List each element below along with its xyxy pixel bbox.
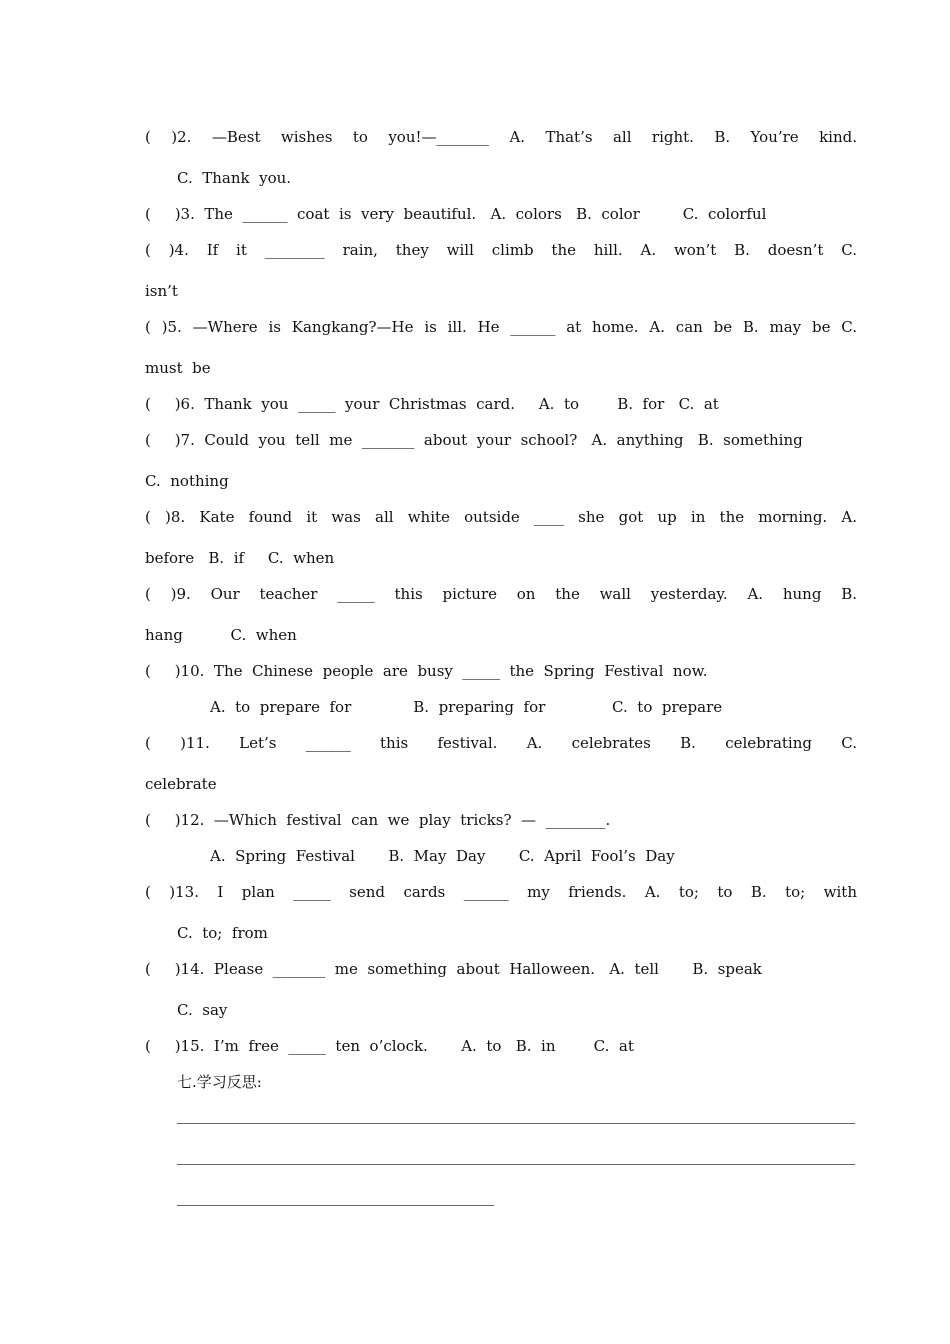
question-14-cont: C. say — [177, 1001, 228, 1019]
question-2: ( )2. —Best wishes to you!—_______ A. That’s all right. B. You’re kind. — [145, 128, 857, 146]
question-9-cont: hang C. when — [145, 626, 297, 644]
question-8: ( )8. Kate found it was all white outside ____ she got up in the morning. A. — [145, 508, 857, 526]
answer-line — [177, 1164, 855, 1165]
answer-line — [177, 1123, 855, 1124]
question-4-cont: isn’t — [145, 282, 178, 300]
question-4: ( )4. If it ________ rain, they will climb the hill. A. won’t B. doesn’t C. — [145, 241, 857, 259]
question-11: ( )11. Let’s ______ this festival. A. celebrates B. celebrating C. — [145, 734, 857, 752]
question-12-options: A. Spring Festival B. May Day C. April Fool’s Day — [210, 847, 675, 865]
question-14: ( )14. Please _______ me something about Halloween. A. tell B. speak — [145, 960, 762, 978]
question-11-cont: celebrate — [145, 775, 217, 793]
question-2-cont: C. Thank you. — [177, 169, 292, 187]
question-5-cont: must be — [145, 359, 211, 377]
question-10-options: A. to prepare for B. preparing for C. to prepare — [210, 698, 723, 716]
question-5: ( )5. —Where is Kangkang?—He is ill. He ______ at home. A. can be B. may be C. — [145, 318, 857, 336]
question-13-cont: C. to; from — [177, 924, 268, 942]
question-6: ( )6. Thank you _____ your Christmas card. A. to B. for C. at — [145, 395, 719, 413]
question-13: ( )13. I plan _____ send cards ______ my friends. A. to; to B. to; with — [145, 883, 857, 901]
question-9: ( )9. Our teacher _____ this picture on the wall yesterday. A. hung B. — [145, 585, 857, 603]
question-7-cont: C. nothing — [145, 472, 229, 490]
question-15: ( )15. I’m free _____ ten o’clock. A. to B. in C. at — [145, 1037, 634, 1055]
section-heading-reflection: 七.学习反思: — [177, 1073, 262, 1091]
question-3: ( )3. The ______ coat is very beautiful. A. colors B. color C. colorful — [145, 205, 767, 223]
question-7: ( )7. Could you tell me _______ about your school? A. anything B. something — [145, 431, 803, 449]
question-12: ( )12. —Which festival can we play tricks? — ________. — [145, 811, 611, 829]
answer-line — [177, 1205, 494, 1206]
question-8-cont: before B. if C. when — [145, 549, 335, 567]
question-10: ( )10. The Chinese people are busy _____ the Spring Festival now. — [145, 662, 708, 680]
